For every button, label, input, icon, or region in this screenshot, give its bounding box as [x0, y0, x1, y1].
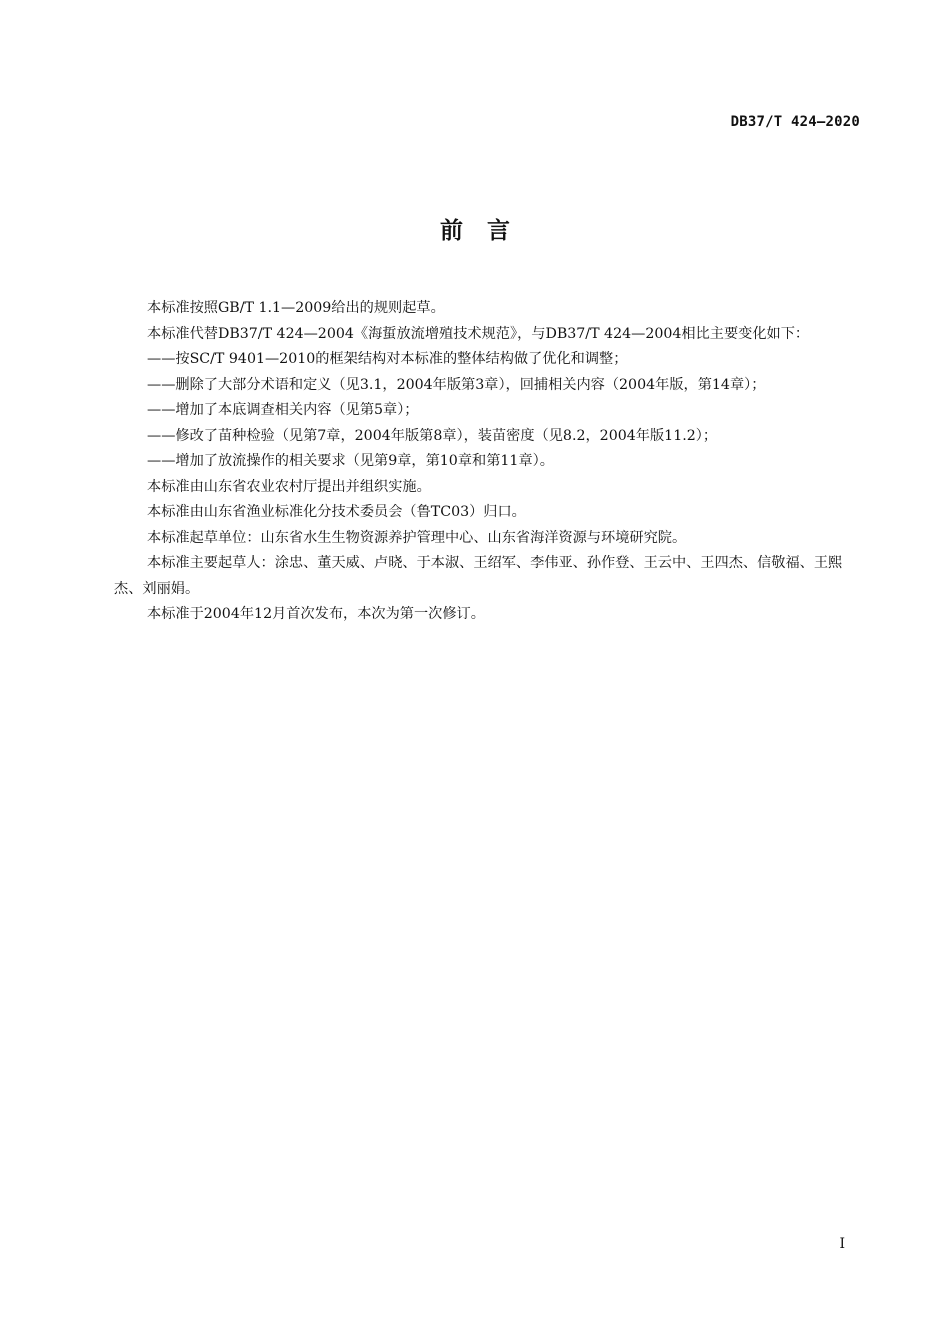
paragraph-drafting-rules: 本标准按照GB/T 1.1—2009给出的规则起草。	[147, 300, 445, 316]
paragraph-proposer: 本标准由山东省农业农村厅提出并组织实施。	[147, 478, 431, 495]
change-item: ——按SC/T 9401—2010的框架结构对本标准的整体结构做了优化和调整；	[147, 351, 628, 367]
change-item: ——增加了放流操作的相关要求（见第9章，第10章和第11章）。	[147, 453, 554, 469]
change-item: ——修改了苗种检验（见第7章，2004年版第8章），装苗密度（见8.2，2004年版11.2）；	[147, 427, 718, 444]
page-title: 前言	[440, 218, 534, 244]
change-item: ——增加了本底调查相关内容（见第5章）；	[147, 402, 419, 418]
paragraph-drafting-units: 本标准起草单位：山东省水生生物资源养护管理中心、山东省海洋资源与环境研究院。	[147, 529, 687, 546]
paragraph-drafters: 本标准主要起草人：涂忠、董天威、卢晓、于本淑、王绍军、李伟亚、孙作登、王云中、王四杰、信敬福、王熙杰、刘丽娟。	[114, 555, 843, 597]
paragraph-committee: 本标准由山东省渔业标准化分技术委员会（鲁TC03）归口。	[147, 504, 526, 520]
paragraph-replacement-note: 本标准代替DB37/T 424—2004《海蜇放流增殖技术规范》，与DB37/T 424—2004相比主要变化如下：	[147, 325, 810, 342]
document-code: DB37/T 424—2020	[730, 114, 860, 130]
change-item: ——删除了大部分术语和定义（见3.1，2004年版第3章），回捕相关内容（2004年版，第14章）；	[147, 376, 766, 393]
paragraph-publication-history: 本标准于2004年12月首次发布，本次为第一次修订。	[147, 606, 485, 622]
foreword-body	[114, 296, 866, 628]
page-number: I	[839, 1236, 845, 1252]
